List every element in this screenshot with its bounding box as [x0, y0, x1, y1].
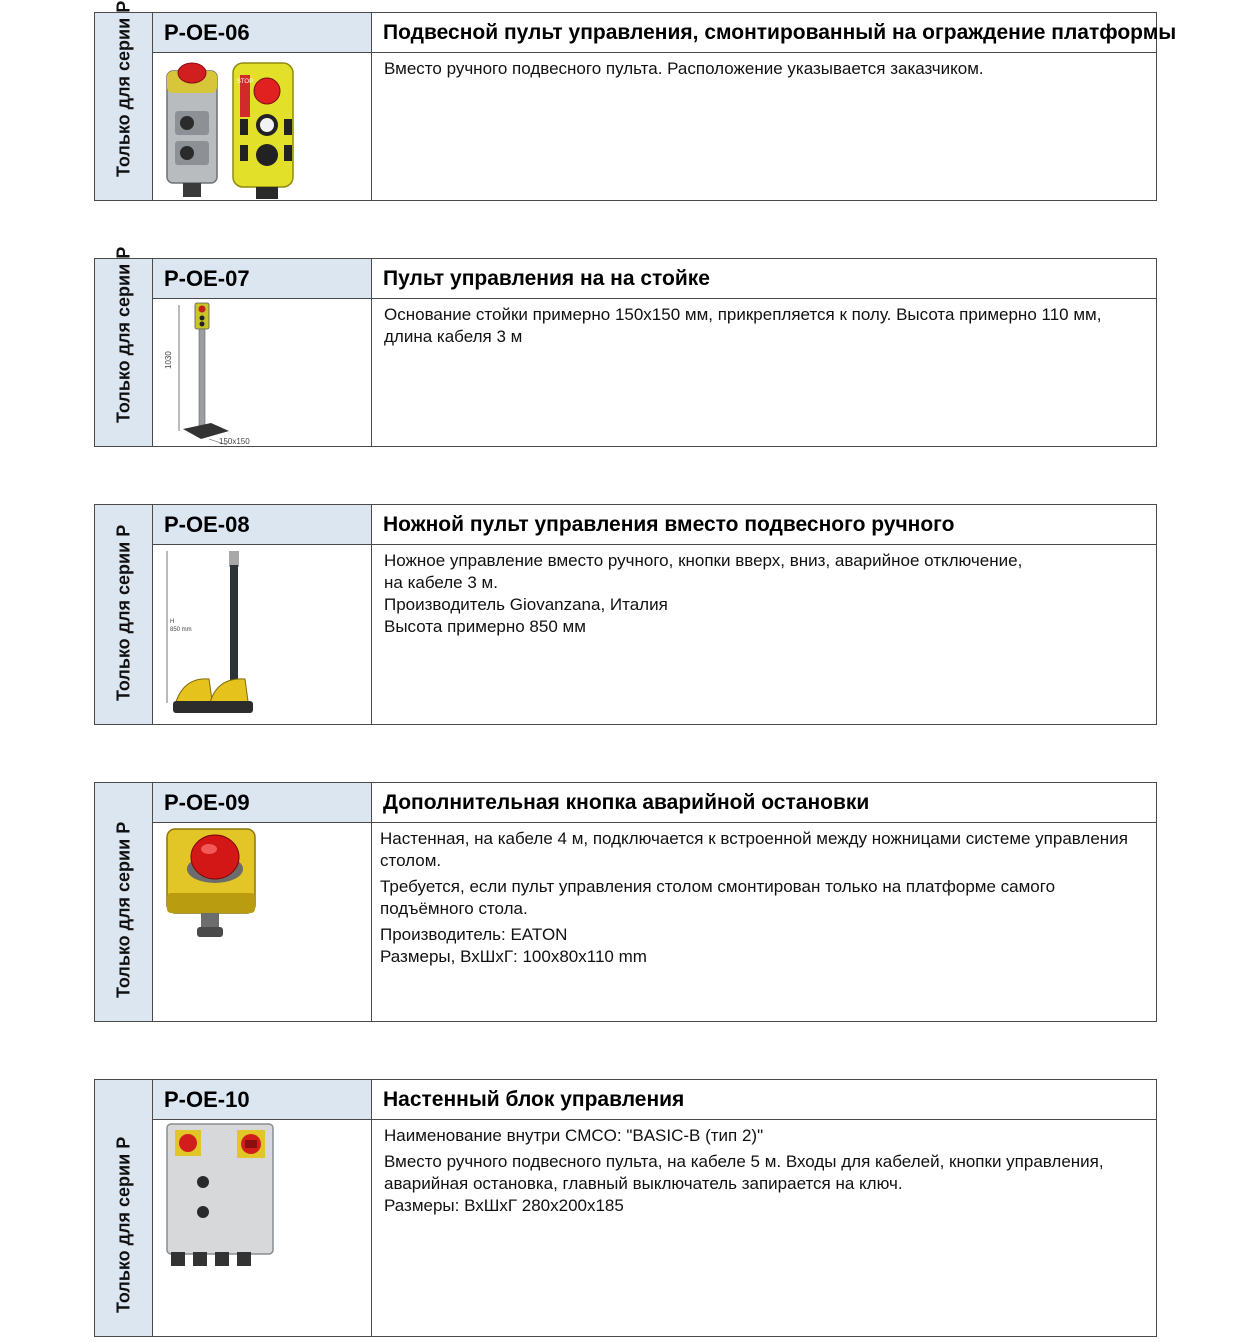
item-title: Пульт управления на на стойке: [372, 259, 1156, 299]
series-label: Только для серии Р: [113, 0, 134, 177]
description-line: Настенная, на кабеле 4 м, подключается к встроенной между ножницами системе управления столом.: [380, 829, 1128, 870]
description-line: Высота примерно 850 мм: [384, 617, 586, 636]
option-block-p-oe-10: [94, 1079, 1157, 1337]
option-block-p-oe-08: [94, 504, 1157, 725]
description-line: Ножное управление вместо ручного, кнопки вверх, вниз, аварийное отключение,: [384, 551, 1023, 570]
item-title: Дополнительная кнопка аварийной остановки: [372, 783, 1156, 823]
height-dimension-label: 1030: [164, 351, 173, 369]
item-description: [372, 823, 1156, 1021]
description-line: Производитель Giovanzana, Италия: [384, 595, 668, 614]
description-line: Производитель: EATON: [380, 925, 568, 944]
product-image: [153, 823, 372, 1021]
emergency-stop-icon: [153, 823, 370, 1021]
side-label-cell: [95, 246, 153, 446]
description-line: на кабеле 3 м.: [384, 573, 498, 592]
item-code: P-OE-06: [153, 13, 372, 53]
option-block-p-oe-06: [94, 0, 1177, 201]
item-title: Настенный блок управления: [372, 1080, 1156, 1120]
description-line: Наименование внутри CMCO: "BASIC-B (тип 2)": [384, 1126, 764, 1145]
stop-label: STOP: [236, 79, 254, 85]
description-line: Вместо ручного подвесного пульта. Расположение указывается заказчиком.: [384, 59, 984, 78]
product-image: [153, 1120, 372, 1336]
base-dimension-label: 150x150: [219, 437, 250, 446]
height-dimension-label: H: [170, 619, 175, 625]
description-line: Требуется, если пульт управления столом смонтирован только на платформе самого подъёмного стола.: [380, 877, 1056, 918]
series-label: Только для серии Р: [113, 246, 134, 423]
item-description: [372, 1120, 1156, 1336]
foot-control-icon: [153, 545, 370, 724]
item-title: Ножной пульт управления вместо подвесного ручного: [372, 505, 1156, 545]
item-title: Подвесной пульт управления, смонтированный на ограждение платформы: [372, 13, 1156, 53]
series-label: Только для серии Р: [113, 821, 134, 998]
item-code: P-OE-09: [153, 783, 372, 823]
item-code: P-OE-07: [153, 259, 372, 299]
pendant-control-icon: [153, 53, 370, 200]
item-description: [372, 545, 1156, 724]
item-code: P-OE-10: [153, 1080, 372, 1120]
description-line: Размеры, ВхШхГ: 100x80x110 mm: [380, 947, 647, 966]
height-value-label: 850 mm: [170, 627, 192, 633]
option-block-p-oe-09: [94, 782, 1157, 1022]
item-description: [372, 53, 1156, 200]
product-image: [153, 299, 372, 446]
side-label-cell: [95, 0, 153, 200]
stand-control-icon: [153, 299, 370, 446]
side-label-cell: [95, 783, 153, 1021]
item-description: [372, 299, 1156, 446]
side-label-cell: [95, 1080, 153, 1336]
description-line: Размеры: ВхШхГ 280x200x185: [384, 1196, 624, 1215]
series-label: Только для серии Р: [113, 1136, 134, 1313]
option-block-p-oe-07: [94, 246, 1157, 447]
product-image: [153, 53, 372, 200]
series-label: Только для серии Р: [113, 524, 134, 701]
product-image: [153, 545, 372, 724]
wall-control-box-icon: [153, 1120, 370, 1336]
description-line: Вместо ручного подвесного пульта, на кабеле 5 м. Входы для кабелей, кнопки управления, аварийная остановка, главный выключатель запирается на ключ.: [384, 1152, 1104, 1193]
item-code: P-OE-08: [153, 505, 372, 545]
side-label-cell: [95, 505, 153, 724]
description-line: Основание стойки примерно 150х150 мм, прикрепляется к полу. Высота примерно 110 мм, длина кабеля 3 м: [384, 305, 1102, 346]
